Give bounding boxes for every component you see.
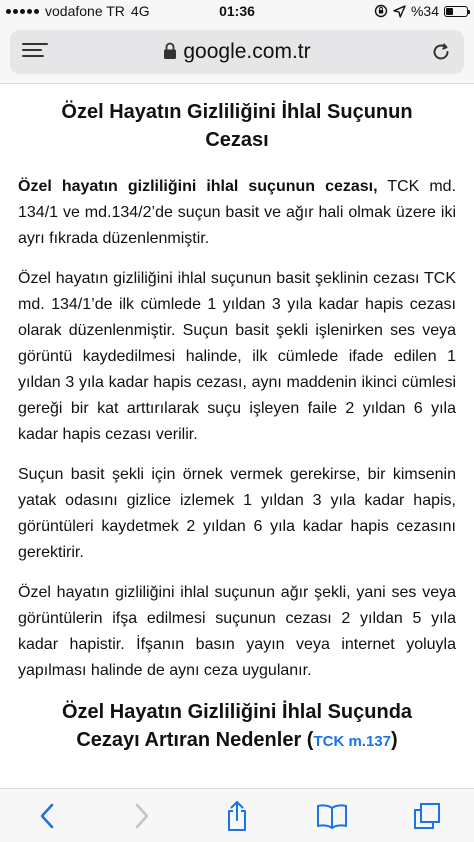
url-text: google.com.tr [183, 40, 311, 63]
status-bar [0, 0, 474, 22]
url-display[interactable] [10, 40, 464, 64]
chevron-right-icon [134, 803, 150, 829]
paragraph-1 [18, 174, 456, 252]
paragraph-3: Suçun basit şekli için örnek vermek gerekirse, bir kimsenin yatak odasını gizlice izlemek 1 yıldan 3 yıla kadar hapis, görüntüleri kaydetmek 2 yıldan 6 yıla kadar hapis cezasını gerektirir. [18, 466, 456, 561]
share-icon [225, 800, 249, 832]
article-title: Özel Hayatın Gizliliğini İhlal Suçunun Cezası [61, 101, 413, 151]
reload-icon[interactable] [430, 41, 452, 63]
network-type: 4G [130, 3, 150, 19]
status-time: 01:36 [219, 3, 255, 19]
chevron-left-icon [39, 803, 55, 829]
address-bar[interactable] [10, 30, 464, 74]
status-right [374, 3, 468, 19]
rotation-lock-icon [374, 4, 388, 18]
bottom-toolbar [0, 788, 474, 842]
tabs-button[interactable] [407, 796, 447, 836]
book-icon [316, 803, 348, 829]
article-content [0, 84, 474, 788]
section-heading-text: Özel Hayatın Gizliliğini İhlal Suçunda Cezayı Artıran Nedenler ( [61, 701, 413, 751]
section-heading-end: ) [390, 729, 398, 751]
share-button[interactable] [217, 796, 257, 836]
tabs-icon [413, 802, 441, 830]
law-link[interactable]: TCK m.137 [313, 733, 391, 750]
carrier-name: vodafone TR [45, 3, 125, 19]
lock-icon [163, 42, 177, 60]
back-button[interactable] [27, 796, 67, 836]
paragraph-2: Özel hayatın gizliliğini ihlal suçunun basit şeklinin cezası TCK md. 134/1’de ilk cümlede 1 yıldan 3 yıla kadar hapis cezası olarak düzenlenmiştir. Suçun basit şekli işlenirken ses veya görüntü kaydedilmesi halinde, ilk cümlede ifade edilen 1 yıldan 3 yıla kadar hapis cezası, aynı maddenin ikinci cümlesi gereği bir kat arttırılarak suçu işleyen faile 2 yıldan 6 yıla kadar hapis cezası verilir. [18, 270, 456, 443]
forward-button[interactable] [122, 796, 162, 836]
paragraph-1-text: TCK md. 134/1 ve md.134/2’de suçun basit ve ağır hali olmak üzere iki ayrı fıkrada düzenlenmiştir. [18, 178, 457, 247]
battery-percent: %34 [410, 3, 439, 19]
bookmarks-button[interactable] [312, 796, 352, 836]
paragraph-4: Özel hayatın gizliliğini ihlal suçunun ağır şekli, yani ses veya görüntülerin ifşa edilmesi suçunun cezası 2 yıldan 5 yıla kadar hapistir. İfşanın basın yayın veya internet yoluyla yapılması halinde de aynı ceza uygulanır. [18, 584, 456, 679]
section-heading [28, 698, 446, 756]
location-arrow-icon [393, 5, 406, 18]
paragraph-1-bold: Özel hayatın gizliliğini ihlal suçunun cezası, [18, 178, 378, 195]
battery-icon [444, 6, 468, 17]
browser-toolbar [0, 22, 474, 84]
